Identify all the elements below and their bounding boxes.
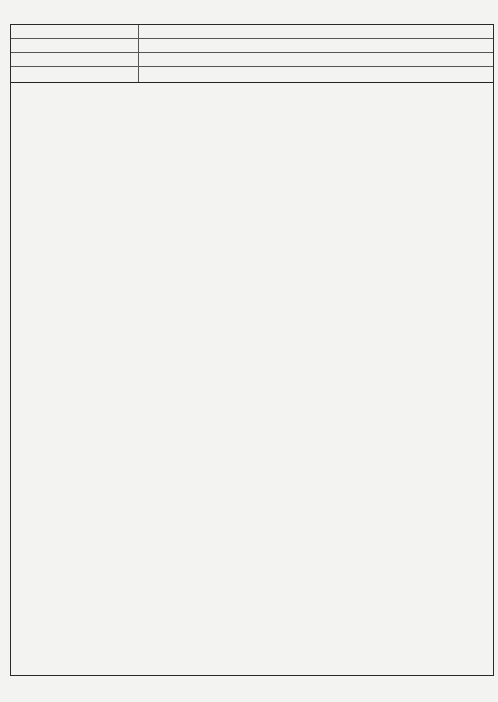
table-row (11, 39, 493, 53)
row-label (11, 39, 139, 52)
table-row (11, 25, 493, 39)
row-label (11, 67, 139, 82)
row-label (11, 53, 139, 66)
table-row (11, 67, 493, 83)
table-row (11, 53, 493, 67)
row-label (11, 25, 139, 38)
row-cells (139, 67, 493, 82)
spec-table (10, 24, 494, 676)
row-cells (139, 39, 493, 52)
row-cells (139, 25, 493, 38)
row-cells (139, 53, 493, 66)
